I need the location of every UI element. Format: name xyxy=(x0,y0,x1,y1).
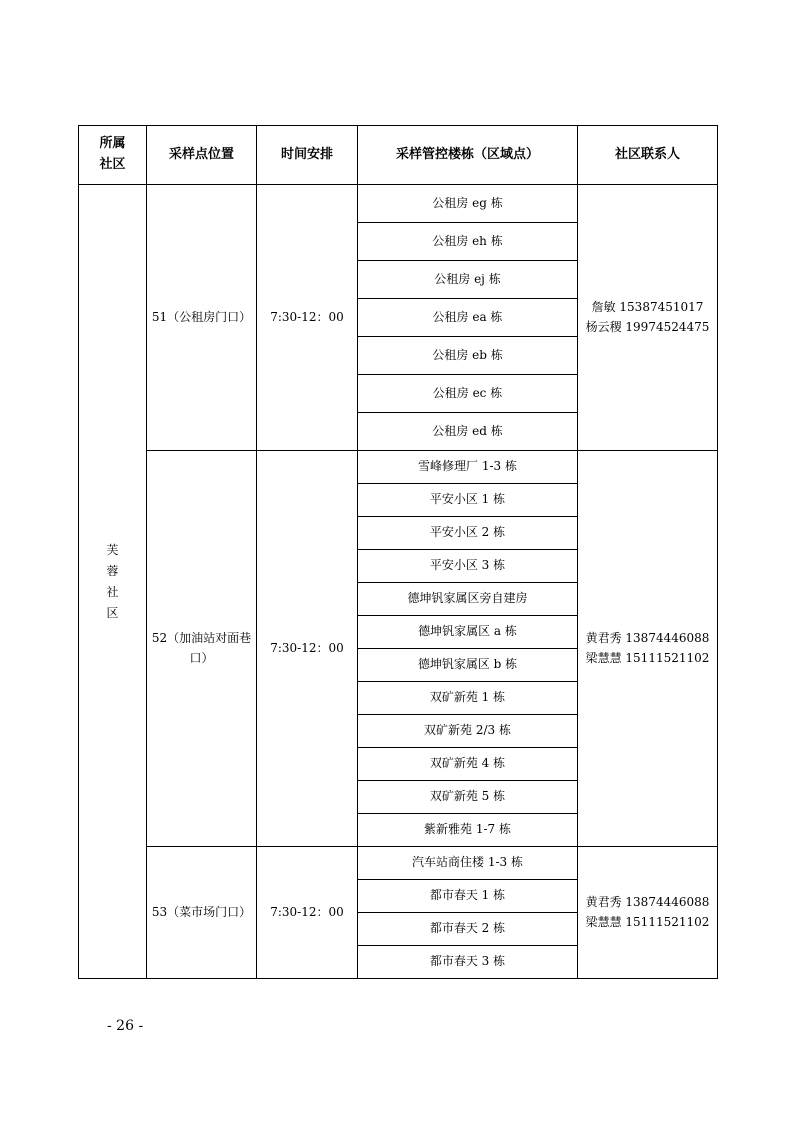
building-cell: 平安小区 1 栋 xyxy=(358,484,578,517)
contact-cell xyxy=(578,451,718,847)
table-row xyxy=(79,847,718,880)
site-label: 52（加油站对面巷口） xyxy=(151,631,252,665)
contact-cell xyxy=(578,847,718,979)
site-cell xyxy=(147,847,257,979)
building-cell: 公租房 eg 栋 xyxy=(358,185,578,223)
building-cell: 平安小区 3 栋 xyxy=(358,550,578,583)
header-community: 所属社区 xyxy=(79,126,147,185)
contact-cell xyxy=(578,185,718,451)
building-cell: 双矿新苑 1 栋 xyxy=(358,682,578,715)
building-cell: 德坤钒家属区 b 栋 xyxy=(358,649,578,682)
building-cell: 德坤钒家属区旁自建房 xyxy=(358,583,578,616)
building-cell: 公租房 ea 栋 xyxy=(358,299,578,337)
building-cell: 公租房 eb 栋 xyxy=(358,337,578,375)
building-cell: 德坤钒家属区 a 栋 xyxy=(358,616,578,649)
site-cell xyxy=(147,451,257,847)
building-cell: 平安小区 2 栋 xyxy=(358,517,578,550)
time-cell: 7:30-12：00 xyxy=(257,451,358,847)
building-cell: 公租房 ec 栋 xyxy=(358,375,578,413)
table-body xyxy=(79,185,718,979)
header-time: 时间安排 xyxy=(257,126,358,185)
building-cell: 雪峰修理厂 1-3 栋 xyxy=(358,451,578,484)
building-cell: 都市春天 1 栋 xyxy=(358,880,578,913)
time-cell: 7:30-12：00 xyxy=(257,185,358,451)
contact-person: 黄君秀 13874446088 xyxy=(585,895,710,910)
contact-person: 梁慧慧 15111521102 xyxy=(585,650,710,665)
community-cell xyxy=(79,185,147,979)
table-row xyxy=(79,451,718,484)
building-cell: 紫新雅苑 1-7 栋 xyxy=(358,814,578,847)
building-cell: 都市春天 2 栋 xyxy=(358,913,578,946)
table-header-row xyxy=(79,126,718,185)
site-label: 53（菜市场门口） xyxy=(151,904,252,919)
table-row xyxy=(79,185,718,223)
building-cell: 公租房 ej 栋 xyxy=(358,261,578,299)
building-cell: 都市春天 3 栋 xyxy=(358,946,578,979)
community-name: 芙蓉社区 xyxy=(106,542,119,620)
building-cell: 公租房 ed 栋 xyxy=(358,413,578,451)
site-label: 51（公租房门口） xyxy=(151,309,252,324)
building-cell: 公租房 eh 栋 xyxy=(358,223,578,261)
building-cell: 双矿新苑 2/3 栋 xyxy=(358,715,578,748)
sampling-schedule-table xyxy=(78,125,718,979)
building-cell: 双矿新苑 5 栋 xyxy=(358,781,578,814)
contact-person: 黄君秀 13874446088 xyxy=(585,631,710,646)
header-site: 采样点位置 xyxy=(147,126,257,185)
contact-person: 詹敏 15387451017 xyxy=(591,300,704,315)
building-cell: 汽车站商住楼 1-3 栋 xyxy=(358,847,578,880)
header-buildings: 采样管控楼栋（区域点） xyxy=(358,126,578,185)
site-cell xyxy=(147,185,257,451)
header-contact: 社区联系人 xyxy=(578,126,718,185)
page-number: - 26 - xyxy=(107,1018,144,1034)
building-cell: 双矿新苑 4 栋 xyxy=(358,748,578,781)
time-cell: 7:30-12：00 xyxy=(257,847,358,979)
contact-person: 梁慧慧 15111521102 xyxy=(585,914,710,929)
contact-person: 杨云稷 19974524475 xyxy=(585,319,710,334)
